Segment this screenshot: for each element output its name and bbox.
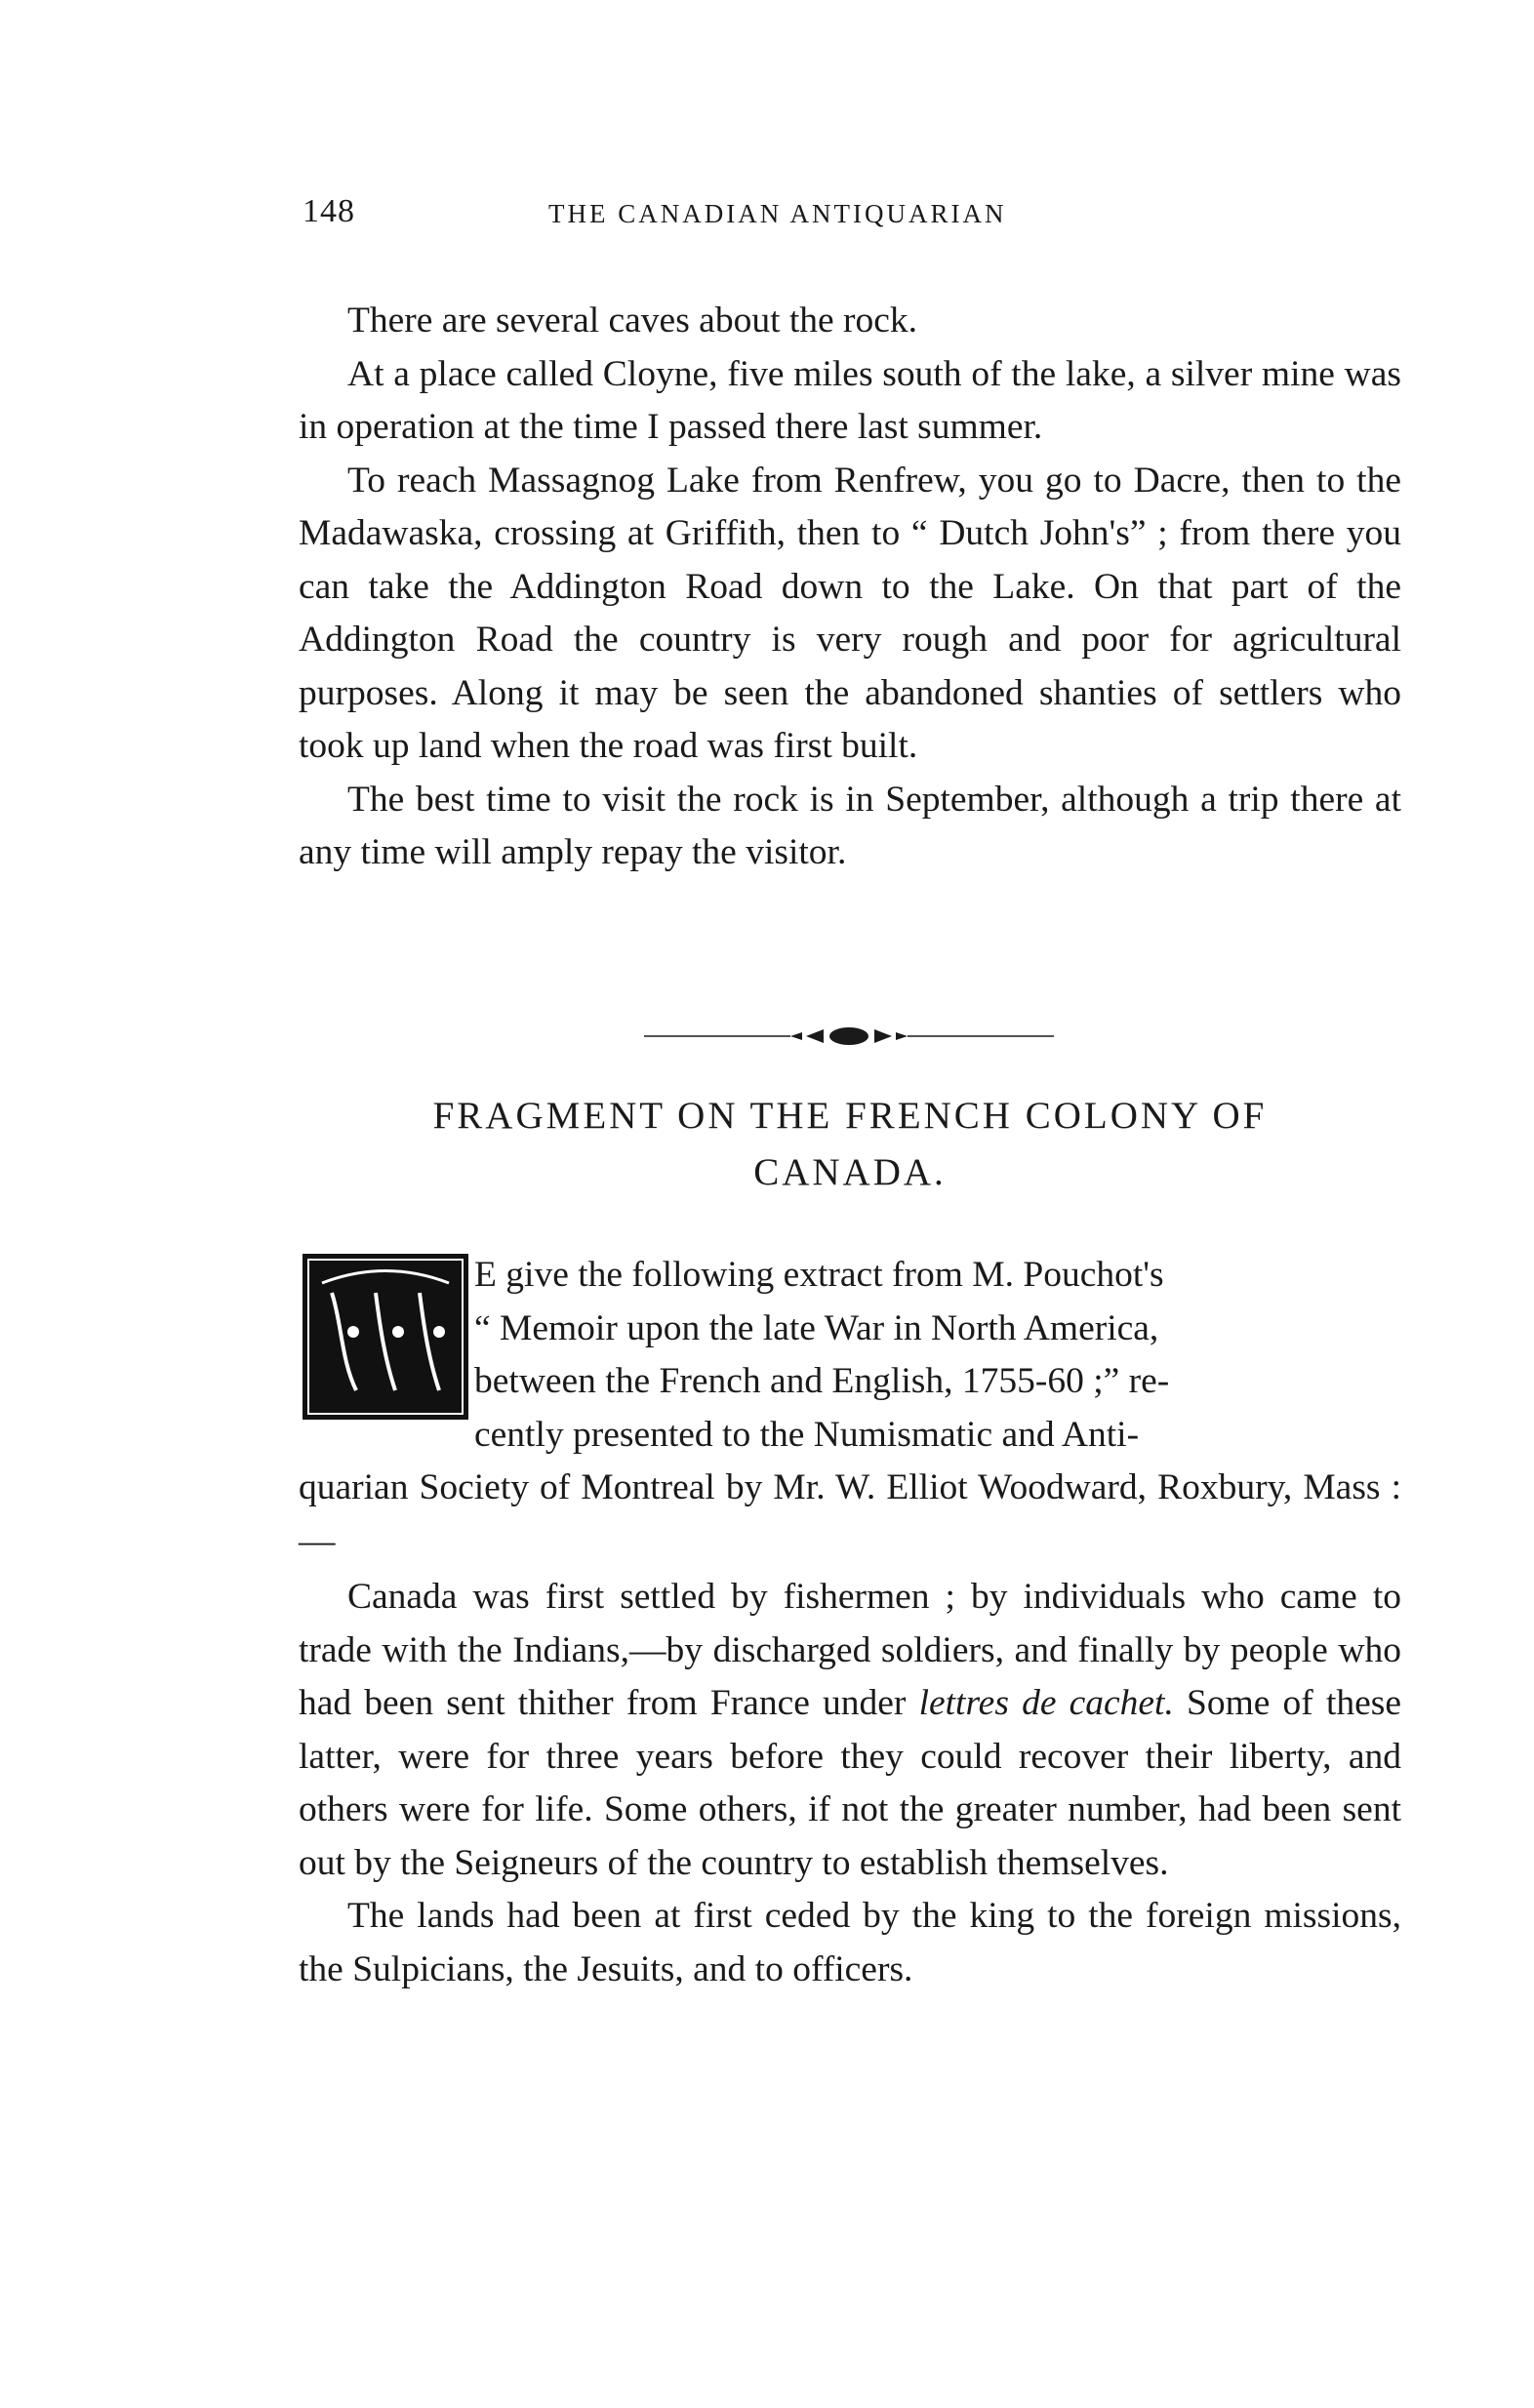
- article-intro: [299, 1249, 1401, 1568]
- article-title: [299, 1088, 1401, 1201]
- paragraph: The lands had been at first ceded by the king to the foreign missions, the Sulpicians, the Jesuits, and to officers.: [299, 1896, 1401, 1989]
- paragraph: At a place called Cloyne, five miles south of the lake, a silver mine was in operation at the time I passed there last summer.: [299, 353, 1401, 447]
- previous-article-text: [299, 295, 1401, 880]
- intro-line: cently presented to the Numismatic and Anti-: [474, 1414, 1140, 1455]
- text-run: Some of these latter, were for three years before they could recover their liberty, and others were for life. Some others, if not the greater number, had been sent out by the Seigneurs of the country to establish themselves.: [299, 1683, 1401, 1883]
- intro-line: “ Memoir upon the late War in North America,: [474, 1307, 1159, 1348]
- text-run: Canada was first settled by fishermen ; by individuals who came to trade with the Indians,—by discharged soldiers, and finally by people who had been sent thither from France under: [299, 1577, 1401, 1723]
- paragraph: There are several caves about the rock.: [347, 301, 918, 341]
- article-body-text: [299, 1571, 1401, 1996]
- article-title-line: CANADA.: [753, 1151, 947, 1193]
- running-head: THE CANADIAN ANTIQUARIAN: [548, 199, 1007, 228]
- intro-continuation: quarian Society of Montreal by Mr. W. Elliot Woodward, Roxbury, Mass :—: [299, 1467, 1401, 1561]
- paragraph: [299, 1571, 1401, 1890]
- intro-line: between the French and English, 1755-60 ;” re-: [474, 1361, 1170, 1401]
- paragraph: To reach Massagnog Lake from Renfrew, you go to Dacre, then to the Madawaska, crossing at Griffith, then to “ Dutch John's” ; from there you can take the Addington Road down to the Lake. On that part of the Addington Road the country is very rough and poor for agricultural purposes. Along it may be seen the abandoned shanties of settlers who took up land when the road was first built.: [299, 460, 1401, 766]
- paragraph: The best time to visit the rock is in September, although a trip there at any time will amply repay the visitor.: [299, 779, 1401, 872]
- intro-line: E give the following extract from M. Pouchot's: [474, 1255, 1164, 1295]
- page-number: 148: [303, 193, 355, 229]
- page-header: [303, 193, 1434, 242]
- article-title-line: FRAGMENT ON THE FRENCH COLONY OF: [432, 1095, 1268, 1137]
- section-divider-ornament-icon: [644, 1024, 1054, 1048]
- italic-phrase: lettres de cachet.: [918, 1683, 1174, 1723]
